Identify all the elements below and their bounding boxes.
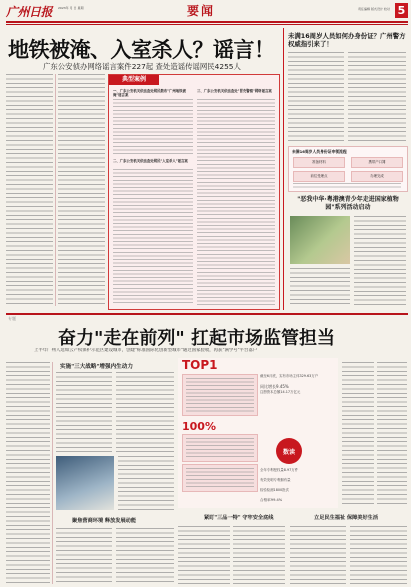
paper-name: 广州日报 — [6, 5, 53, 19]
right-column-text-1 — [288, 52, 344, 142]
flowchart-title: 未满16周岁人员身份证申领流程 — [292, 149, 347, 154]
masthead-meta-left: 2023年 月 日 星期 — [58, 6, 84, 10]
lower-right-col-2 — [377, 362, 407, 506]
case-title-3: 三、广东公安机关依法查处"冒充警察"网络谣言案 — [197, 89, 272, 93]
pct-label: 100% — [182, 420, 216, 433]
lower-subhead: 上半年广州人选如云产权保护示范区建设城市，创建"标准国际化创新型城市"通过国家验收，再获"满学号"平台落户 — [34, 348, 258, 353]
id-flowchart — [288, 146, 408, 192]
stat-2: 同比增长9.45% — [260, 384, 289, 389]
lower-headline: 奋力"走在前列" 扛起市场监管担当 — [58, 328, 336, 349]
paper-logo — [6, 3, 54, 19]
stat-7: 合格率99.4% — [260, 498, 283, 502]
story-col-2 — [116, 372, 174, 452]
flow-box-2: 携带户口簿 — [351, 157, 403, 168]
lead-headline: 地铁被淹、入室杀人？谣言！ — [8, 38, 275, 62]
story-photo — [56, 456, 114, 510]
masthead — [0, 0, 411, 28]
right-column-text-2 — [348, 52, 406, 142]
pct-box — [182, 434, 258, 462]
stat-4: 全年专利授权量8.97万件 — [260, 468, 299, 472]
sub-title-2: 紧盯"三品一特" 守牢安全底线 — [204, 515, 274, 521]
stat-1: 截至6月底，实有市场主体329.63万户 — [260, 374, 319, 378]
bottom-col-2 — [233, 526, 285, 584]
feature-text-2 — [290, 268, 350, 306]
lead-column-2 — [58, 74, 105, 306]
story-col-5 — [116, 528, 174, 584]
story-col-1 — [56, 372, 112, 452]
right-headline: 未满16周岁人员如何办身份证？广州警方权威指引来了！ — [288, 32, 406, 49]
section-divider — [6, 313, 408, 315]
masthead-meta-right: 责任编辑 版式设计 校对 — [358, 7, 390, 11]
top1-box — [182, 374, 258, 416]
lower-intro-text — [6, 362, 50, 584]
feature-photo — [290, 216, 350, 264]
sub-title-3: 立足民生福祉 保障美好生活 — [314, 515, 379, 521]
flow-box-4: 办理完成 — [351, 171, 403, 182]
story-col-4 — [56, 528, 112, 584]
bottom-col-4 — [350, 526, 407, 584]
case-title-1: 一、广东公安机关依法查处网民散布"广州地铁被淹"谣言案 — [113, 89, 186, 98]
stat-block-1 — [260, 374, 334, 414]
intro-title: 实施"三大战略"增强内生动力 — [60, 364, 133, 370]
flow-box-3: 前往受理点 — [293, 171, 345, 182]
pct-box-2 — [182, 464, 258, 492]
bottom-col-1 — [178, 526, 230, 584]
data-badge: 数读 — [276, 438, 302, 464]
story-col-3 — [118, 456, 174, 510]
section-title: 要闻 — [187, 4, 216, 18]
infographic — [178, 358, 338, 508]
bottom-col-3 — [290, 526, 346, 584]
typical-cases-title: 典型案例 — [109, 75, 159, 85]
column-tag: 专题 — [8, 316, 16, 321]
sub-title-1: 聚焦营商环境 释放发展动能 — [72, 518, 137, 524]
lower-right-col-1 — [342, 362, 374, 506]
typical-cases-box — [108, 74, 280, 310]
stat-5: 有效发明专利拥有量 — [260, 478, 291, 482]
top1-label: TOP1 — [182, 358, 218, 372]
flow-box-1: 准备材料 — [293, 157, 345, 168]
stat-3: 注册资本总额14.17万亿元 — [260, 390, 301, 394]
feature-text-1 — [354, 216, 406, 306]
feature-headline: "恶我中华·粤港澳青少年走进国家植物园"系列活动启动 — [297, 196, 399, 211]
lead-column-1 — [6, 74, 53, 306]
case-title-2: 二、广东公安机关依法查处网民"入室杀人"谣言案 — [113, 159, 188, 163]
stat-6: 检验检测1800批次 — [260, 488, 289, 492]
lead-subhead: 广东公安侦办网络谣言案件227起 查处造谣传谣网民4255人 — [43, 62, 241, 71]
page-number: 5 — [395, 3, 408, 18]
masthead-rule — [6, 21, 408, 23]
